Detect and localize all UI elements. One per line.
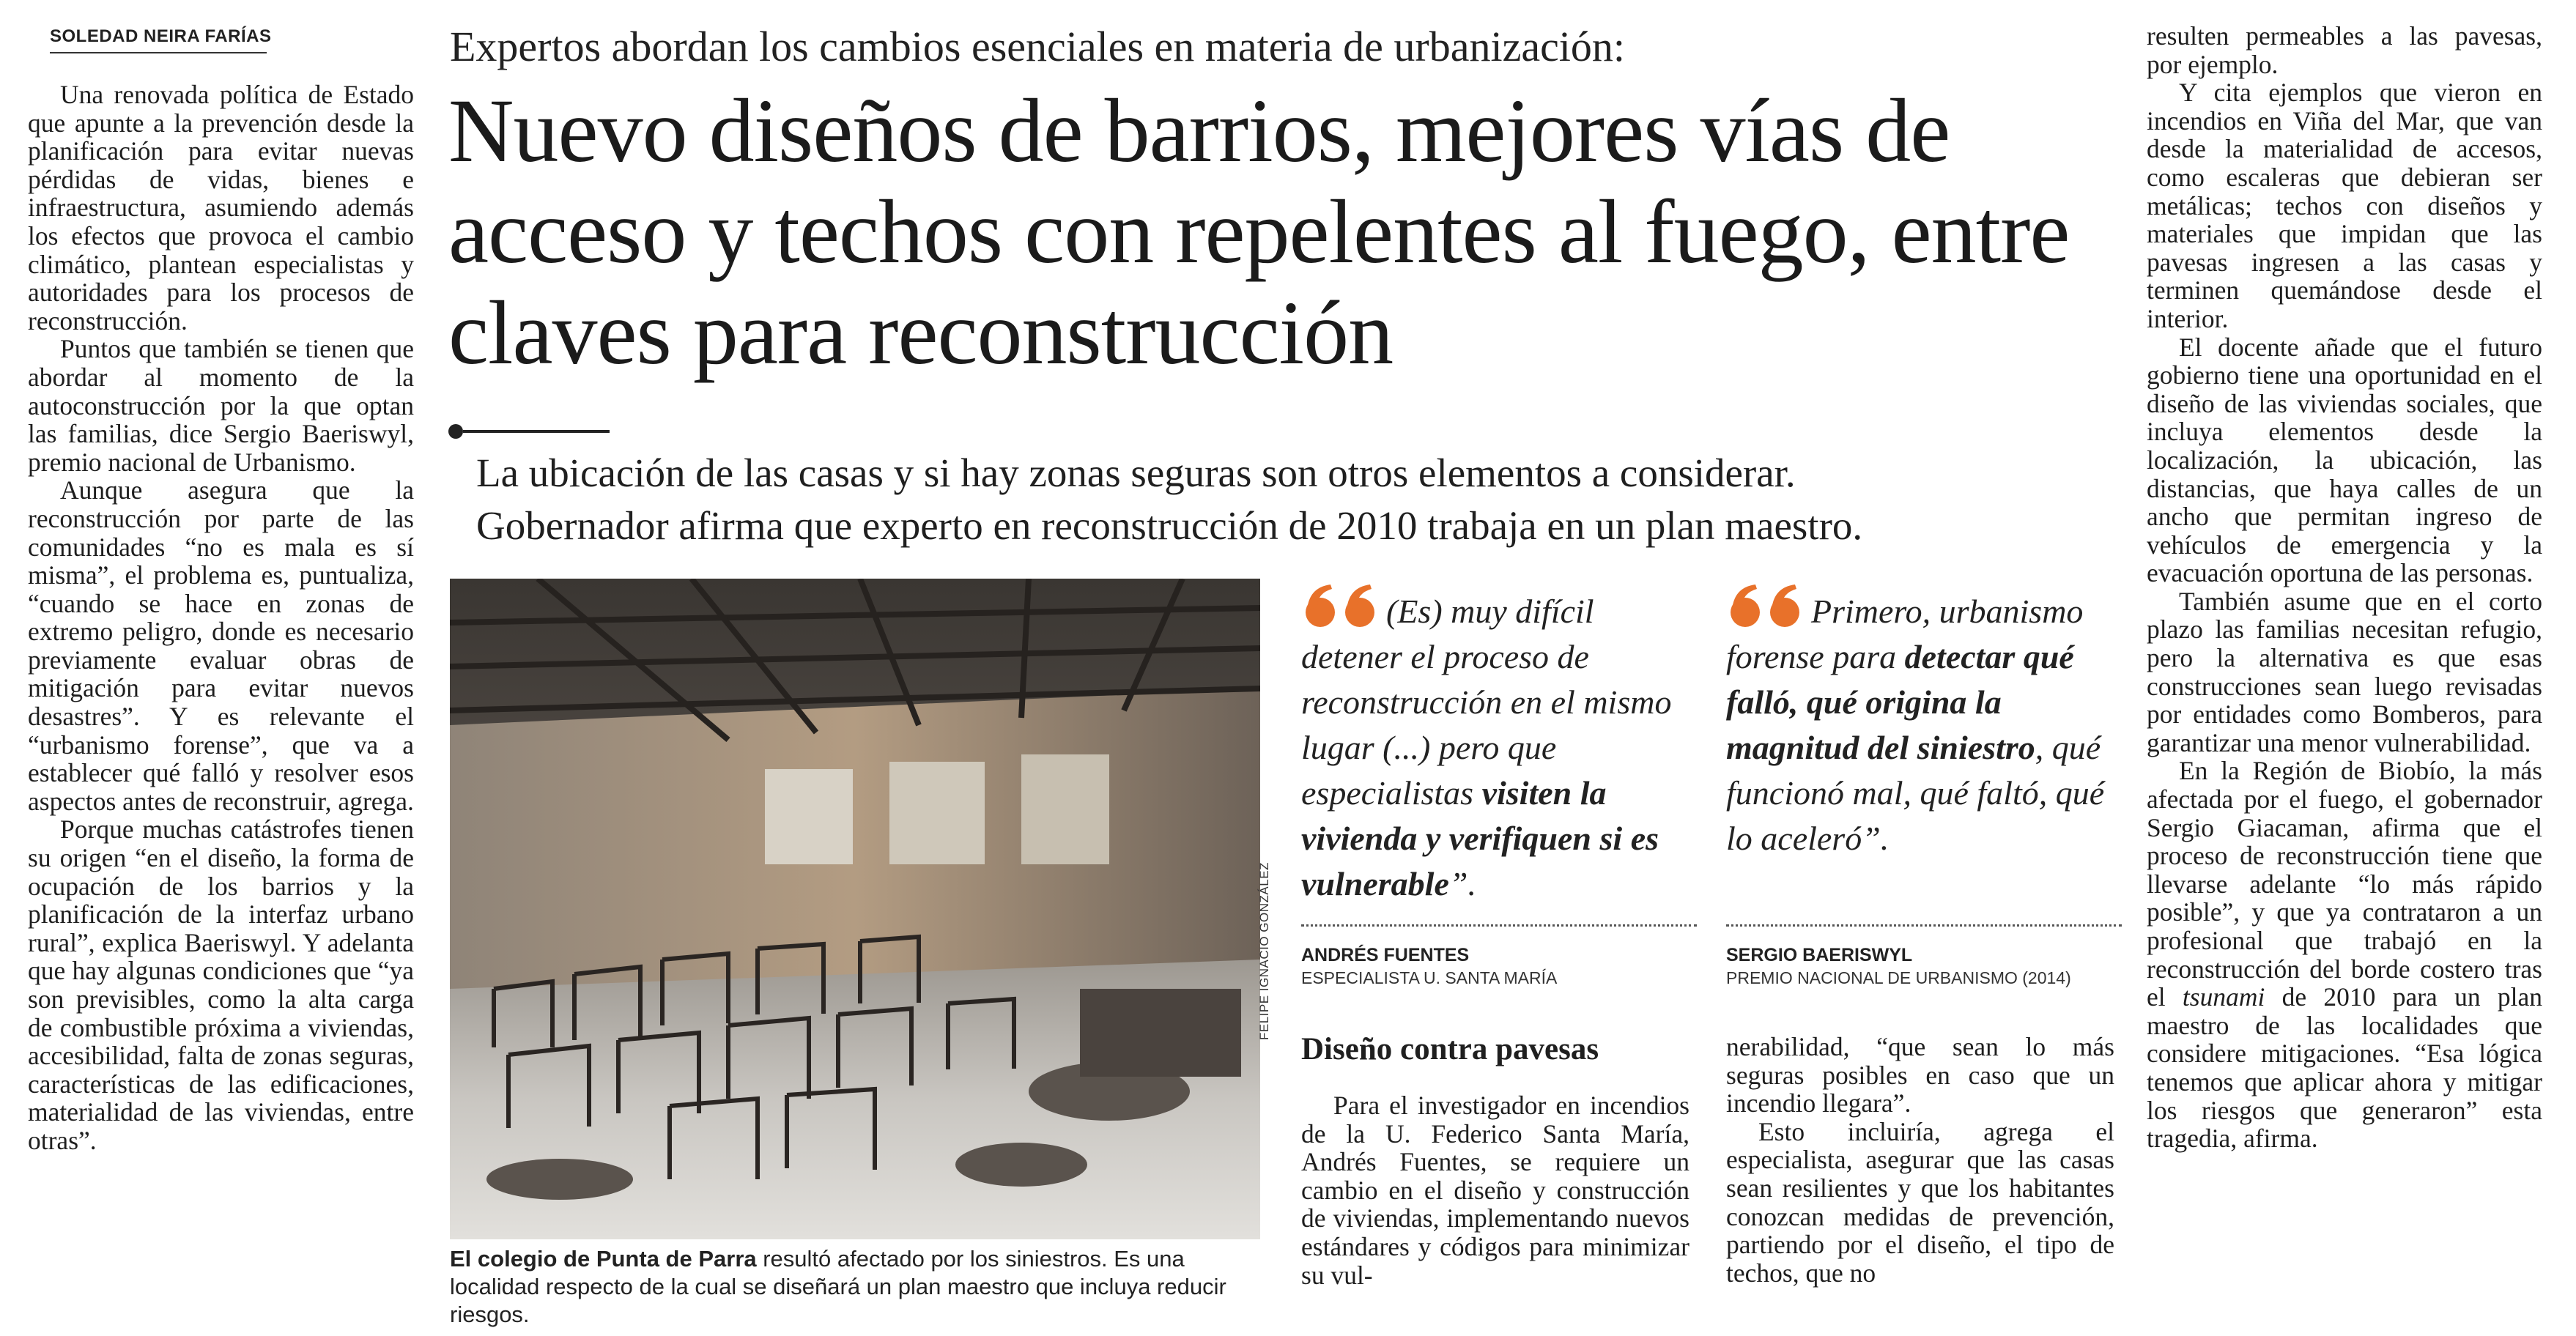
subheadline xyxy=(476,447,2125,552)
quote-divider xyxy=(1301,924,1697,927)
headline: Nuevo diseños de barrios, mejores vías de acceso y techos con repelentes al fuego, entre claves para reconstrucción xyxy=(448,81,2070,383)
photo-caption xyxy=(450,1245,1263,1329)
pull-quote-2 xyxy=(1726,583,2122,861)
quote-mark-icon xyxy=(1301,583,1383,628)
photo-credit: FELIPE IGNACIO GONZÁLEZ xyxy=(1257,862,1271,1040)
byline-rule xyxy=(50,52,267,53)
caption-lead: El colegio de Punta de Parra xyxy=(450,1246,757,1272)
paragraph: Porque muchas catástrofes tienen su origen “en el diseño, la forma de ocupación de los barrios y la planificación de la interfaz urbano rural”, explica Baeriswyl. Y adelanta que hay algunas condiciones que “ya son previsibles, como la alta carga de combustible próxima a viviendas, accesibilidad, falta de zonas seguras, características de las edificaciones, materialidad de las viviendas, entre otras”. xyxy=(28,814,414,1155)
paragraph: Esto incluiría, agrega el especialista, asegurar que las casas sean resilientes y que los habitantes conozcan medidas de prevención, partiendo por el diseño, el tipo de techos, que no xyxy=(1726,1116,2114,1288)
paragraph-text: de 2010 para un plan maestro de las localidades que considere mitigaciones. “Esa lógica tenemos que aplicar ahora y mitigar los riesgos que generaron” esta tragedia, afirma. xyxy=(2147,982,2542,1154)
headline-dot xyxy=(448,424,463,439)
quote-text-end: , qué funcionó mal, qué faltó, qué lo aceleró”. xyxy=(1726,729,2105,857)
quote-text: Primero, urbanismo forense para xyxy=(1726,593,2084,675)
section-title: Diseño contra pavesas xyxy=(1301,1032,1599,1066)
paragraph: nerabilidad, “que sean lo más seguras posibles en caso que un incendio llegara”. xyxy=(1726,1032,2114,1118)
quote-author: ANDRÉS FUENTES xyxy=(1301,945,1470,965)
caption-text: resultó afectado por los siniestros. Es una localidad respecto de la cual se diseñará un plan maestro que incluya reducir riesgos. xyxy=(450,1246,1226,1327)
paragraph-text: En la Región de Biobío, la más afectada por el fuego, el gobernador Sergio Giacaman, afirma que el proceso de reconstrucción tiene que llevarse adelante “lo más rápido posible”, y que ya contrataron a un profesional que trabajó en la reconstrucción del borde costero tras el xyxy=(2147,756,2542,1012)
paragraph xyxy=(2147,757,2542,1152)
quote-text-bold: detectar qué falló, qué origina la magnitud del siniestro xyxy=(1726,638,2074,766)
quote-author-role: PREMIO NACIONAL DE URBANISMO (2014) xyxy=(1726,968,2071,987)
paragraph: Para el investigador en incendios de la U. Federico Santa María, Andrés Fuentes, se requiere un cambio en el diseño y construcción de viviendas, implementando nuevos estándares y códigos para minimizar su vul- xyxy=(1301,1091,1689,1290)
paragraph: Una renovada política de Estado que apunte a la prevención desde la planificación para evitar nuevas pérdidas de vidas, bienes e infraestructura, asumiendo además los efectos que provoca el cambio climático, plantean especialistas y autoridades para los procesos de reconstrucción. xyxy=(28,80,414,335)
paragraph: Y cita ejemplos que vieron en incendios en Viña del Mar, que van desde la materialidad de accesos, como escaleras que debieran ser metálicas; techos con diseños y materiales que impidan que las pavesas ingresen a las casas y terminen quemándose desde el interior. xyxy=(2147,78,2542,333)
quote-text-end: ”. xyxy=(1448,865,1476,902)
quote-text: (Es) muy difícil detener el proceso de reconstrucción en el mismo lugar (...) pero que especialistas xyxy=(1301,593,1672,812)
kicker: Expertos abordan los cambios esenciales en materia de urbanización: xyxy=(450,23,1626,70)
paragraph: El docente añade que el futuro gobierno tiene una oportunidad en el diseño de las viviendas sociales, que incluya elementos desde la localización, la ubicación, las distancias, que haya calles de un ancho que permitan ingreso de vehículos de emergencia y la evacuación oportuna de las personas. xyxy=(2147,332,2542,588)
burned-classroom-photo xyxy=(450,579,1260,1239)
article-column-4 xyxy=(1726,1033,2114,1287)
quote-divider xyxy=(1726,924,2122,927)
paragraph: También asume que en el corto plazo las familias necesitan refugio, pero la alternativa es que esas construcciones sean luego revisadas por entidades como Bomberos, para garantizar una menor vulnerabilidad. xyxy=(2147,586,2542,757)
paragraph: Aunque asegura que la reconstrucción por parte de las comunidades “no es mala es sí misma”, el problema es, puntualiza, “cuando se hace en zonas de extremo peligro, donde es necesario previamente evaluar obras de mitigación para evitar nuevos desastres”. Y es relevante el “urbanismo forense”, que va a establecer qué falló y resolver esos aspectos antes de reconstruir, agrega. xyxy=(28,475,414,816)
article-column-1 xyxy=(28,81,414,1155)
paragraph: Puntos que también se tienen que abordar al momento de la autoconstrucción por la que optan las familias, dice Sergio Baeriswyl, premio nacional de Urbanismo. xyxy=(28,334,414,477)
quote-author: SERGIO BAERISWYL xyxy=(1726,945,1913,965)
article-column-5 xyxy=(2147,22,2542,1153)
pull-quote-1 xyxy=(1301,583,1697,907)
quote-mark-icon xyxy=(1726,583,1808,628)
quote-text-bold: visiten la vivienda y verifiquen si es vulnerable xyxy=(1301,774,1659,902)
subheadline-line: La ubicación de las casas y si hay zonas seguras son otros elementos a considerar. xyxy=(476,450,1796,495)
quote-author-role: ESPECIALISTA U. SANTA MARÍA xyxy=(1301,968,1558,987)
paragraph-italic: tsunami xyxy=(2182,982,2265,1012)
byline: SOLEDAD NEIRA FARÍAS xyxy=(50,26,272,46)
headline-rule xyxy=(463,430,610,433)
subheadline-line: Gobernador afirma que experto en reconstrucción de 2010 trabaja en un plan maestro. xyxy=(476,503,1863,548)
paragraph: resulten permeables a las pavesas, por ejemplo. xyxy=(2147,21,2542,79)
article-column-3 xyxy=(1301,1091,1689,1289)
